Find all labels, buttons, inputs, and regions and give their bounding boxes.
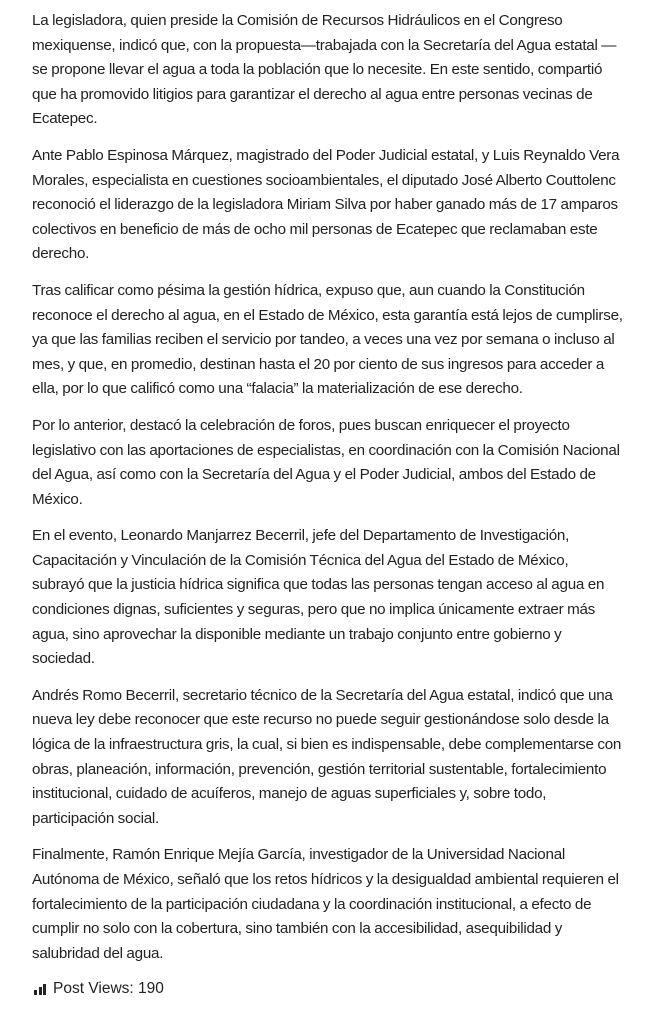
bar-chart-icon-bar — [34, 990, 37, 995]
article-paragraph: Tras calificar como pésima la gestión hídrica, expuso que, aun cuando la Constitución reconoce el derecho al agua, en el Estado de México, esta garantía está lejos de cumplirse, ya que las familias reciben el servicio por tandeo, a veces una vez por semana o incluso al mes, y que, en promedio, destinan hasta el 20 por ciento de sus ingresos para acceder a ella, por lo que calificó como una “falacia” la materialización de ese derecho. — [32, 281, 623, 398]
bar-chart-icon-bar — [39, 987, 42, 995]
post-views-label: Post Views: 190 — [53, 980, 164, 998]
bar-chart-icon-bar — [43, 984, 46, 995]
article-paragraph: La legisladora, quien preside la Comisión de Recursos Hidráulicos en el Congreso mexiquense, indicó que, con la propuesta—trabajada con la Secretaría del Agua estatal — se propone llevar el agua a toda la población que lo necesite. En este sentido, compartió que ha promovido litigios para garantizar el derecho al agua entre personas vecinas de Ecatepec. — [32, 12, 617, 128]
article-paragraph: Por lo anterior, destacó la celebración de foros, pues buscan enriquecer el proyecto legislativo con las aportaciones de especialistas, en coordinación con la Comisión Nacional del Agua, así como con la Secretaría del Agua y el Poder Judicial, ambos del Estado de México. — [32, 416, 620, 508]
article-paragraph: Ante Pablo Espinosa Márquez, magistrado del Poder Judicial estatal, y Luis Reynaldo Vera Morales, especialista en cuestiones socioambientales, el diputado José Alberto Couttolenc reconoció el liderazgo de la legisladora Miriam Silva por haber ganado más de 17 amparos colectivos en beneficio de más de ocho mil personas de Ecatepec que reclamaban este derecho. — [32, 146, 620, 263]
bar-chart-icon — [34, 984, 46, 995]
post-views-counter — [32, 980, 624, 998]
article-paragraph: En el evento, Leonardo Manjarrez Becerril, jefe del Departamento de Investigación, Capacitación y Vinculación de la Comisión Técnica del Agua del Estado de México, subrayó que la justicia hídrica significa que todas las personas tengan acceso al agua en condiciones dignas, suficientes y seguras, pero que no implica únicamente extraer más agua, sino aprovechar la disponible mediante un trabajo conjunto entre gobierno y sociedad. — [32, 527, 605, 668]
article-paragraph: Andrés Romo Becerril, secretario técnico de la Secretaría del Agua estatal, indicó que una nueva ley debe reconocer que este recurso no puede seguir gestionándose solo desde la lógica de la infraestructura gris, la cual, si bien es indispensable, debe complementarse con obras, planeación, información, prevención, gestión territorial sustentable, fortalecimiento institucional, cuidado de acuíferos, manejo de aguas superficiales y, sobre todo, participación social. — [32, 686, 622, 827]
article-paragraph: Finalmente, Ramón Enrique Mejía García, investigador de la Universidad Nacional Autónoma de México, señaló que los retos hídricos y la desigualdad ambiental requieren el fortalecimiento de la participación ciudadana y la coordinación institucional, a efecto de cumplir no solo con la cobertura, sino también con la accesibilidad, asequibilidad y salubridad del agua. — [32, 846, 619, 962]
